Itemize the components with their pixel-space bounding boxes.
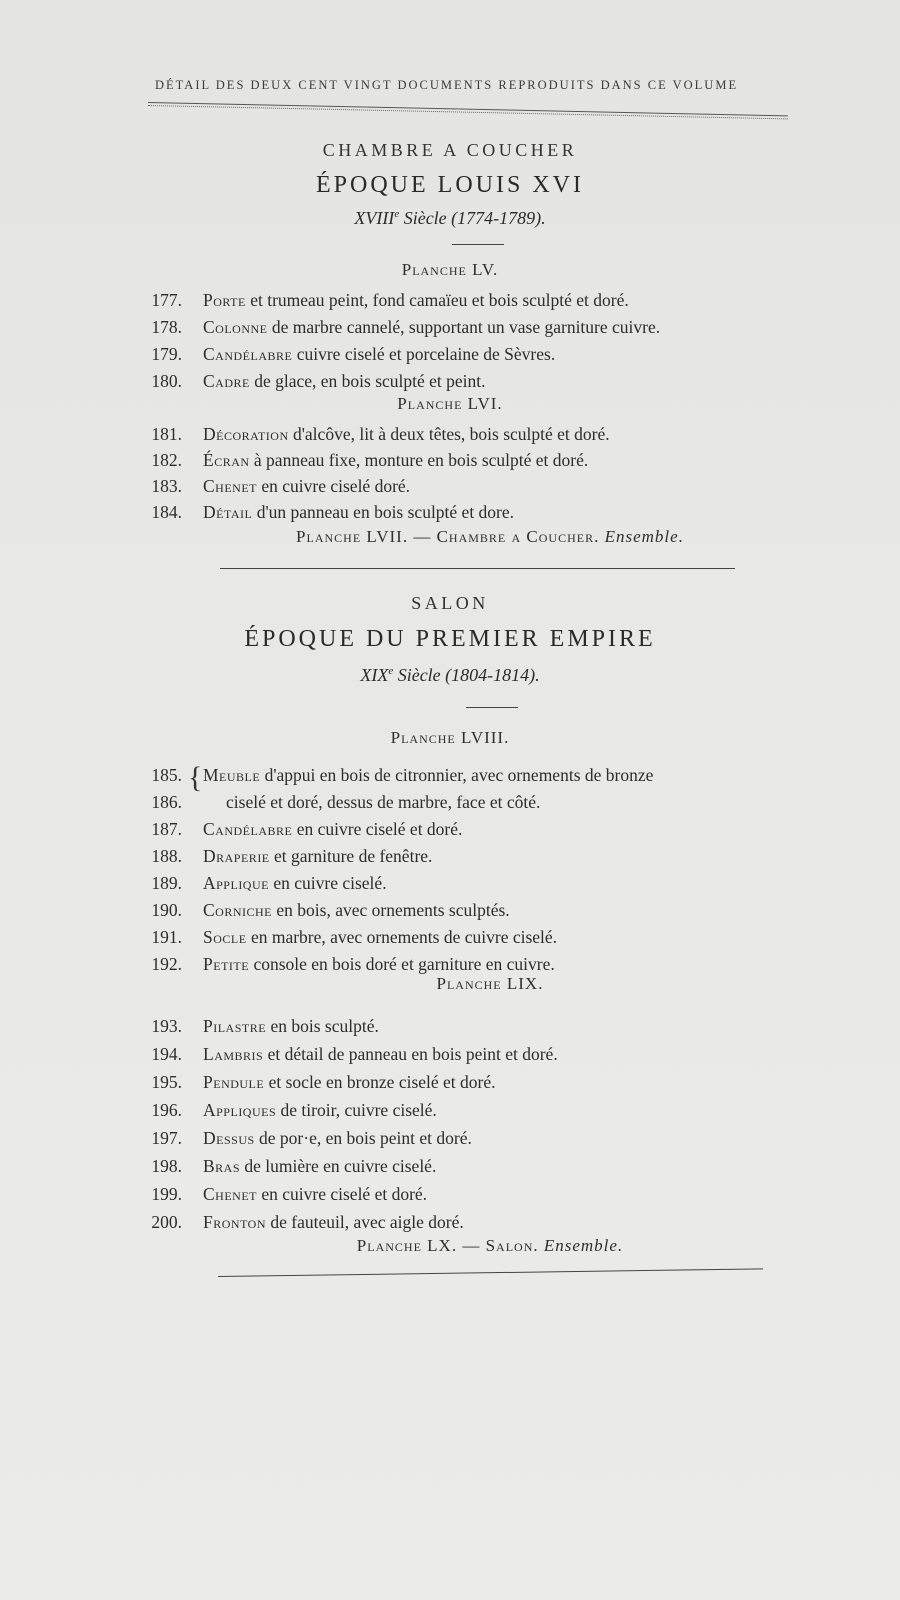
item-number: 194. xyxy=(151,1044,182,1064)
item-description: en cuivre ciselé doré. xyxy=(257,476,411,496)
list-item xyxy=(130,1128,830,1152)
item-description: de tiroir, cuivre ciselé. xyxy=(276,1100,437,1120)
item-text xyxy=(203,290,629,311)
list-item xyxy=(130,819,830,843)
list-item xyxy=(130,1156,830,1180)
item-keyword: Draperie xyxy=(203,846,270,866)
item-number: 193. xyxy=(151,1016,182,1036)
list-item xyxy=(130,424,830,448)
planche-lx-line: Planche LX. — Salon. Ensemble. xyxy=(356,1236,624,1255)
item-description: et garniture de fenêtre. xyxy=(269,846,433,866)
list-item xyxy=(130,1100,830,1124)
item-keyword: Décoration xyxy=(203,424,289,444)
item-number: 199. xyxy=(151,1184,182,1204)
section1-short-rule xyxy=(452,244,504,245)
brace-symbol: { xyxy=(188,761,203,794)
item-keyword: Détail xyxy=(203,502,253,522)
section2-end-rule xyxy=(218,1268,763,1277)
list-item xyxy=(130,846,830,870)
item-keyword: Pilastre xyxy=(203,1016,267,1036)
list-item xyxy=(130,1044,830,1068)
item-number: 191. xyxy=(151,927,182,947)
item-description: en cuivre ciselé et doré. xyxy=(292,819,463,839)
item-text xyxy=(203,371,486,392)
item-keyword: Porte xyxy=(203,290,246,310)
item-text xyxy=(203,927,557,948)
item-keyword: Pendule xyxy=(203,1072,265,1092)
item-keyword: Corniche xyxy=(203,900,273,920)
item-text xyxy=(203,819,462,840)
item-number: 187. xyxy=(151,819,182,839)
item-number: 189. xyxy=(151,873,182,893)
item-description: de marbre cannelé, supportant un vase garniture cuivre. xyxy=(267,317,661,337)
section1-end-rule xyxy=(220,568,735,569)
list-item xyxy=(130,290,830,314)
planche-lviii-heading: Planche LVIII. xyxy=(390,728,510,747)
list-item xyxy=(130,317,830,341)
item-description: et trumeau peint, fond camaïeu et bois sculpté et doré. xyxy=(245,290,629,310)
item-number: 190. xyxy=(151,900,182,920)
planche-lvi-heading: Planche LVI. xyxy=(397,394,503,413)
item-number: 198. xyxy=(151,1156,182,1176)
item-description: d'un panneau en bois sculpté et dore. xyxy=(252,502,515,522)
item-description: en marbre, avec ornements de cuivre ciselé. xyxy=(246,927,558,947)
item-keyword: Appliques xyxy=(203,1100,277,1120)
section1-century: XVIIIe Siècle (1774-1789). xyxy=(354,208,546,228)
section2-room-title: SALON xyxy=(411,593,489,613)
list-item xyxy=(130,1184,830,1208)
item-text xyxy=(203,954,555,975)
item-keyword: Colonne xyxy=(203,317,268,337)
item-description: console en bois doré et garniture en cuivre. xyxy=(249,954,555,974)
item-keyword: Dessus xyxy=(203,1128,255,1148)
item-number: 188. xyxy=(151,846,182,866)
item-keyword: Lambris xyxy=(203,1044,264,1064)
item-keyword: Candélabre xyxy=(203,344,293,364)
item-keyword: Écran xyxy=(203,450,250,470)
item-text xyxy=(203,450,588,471)
list-item-186: 186. ciselé et doré, dessus de marbre, face et côté. xyxy=(151,792,541,812)
planche-lix-heading: Planche LIX. xyxy=(436,974,544,993)
item-text xyxy=(203,1156,436,1177)
item-number: 195. xyxy=(151,1072,182,1092)
item-number: 196. xyxy=(151,1100,182,1120)
list-item xyxy=(130,450,830,474)
item-number: 183. xyxy=(151,476,182,496)
item-description: de glace, en bois sculpté et peint. xyxy=(249,371,486,391)
section2-short-rule xyxy=(466,707,518,708)
list-item-185: 185. Meuble d'appui en bois de citronnier, avec ornements de bronze xyxy=(151,765,654,785)
item-description: à panneau fixe, monture en bois sculpté et doré. xyxy=(249,450,589,470)
item-text xyxy=(203,502,514,523)
item-text xyxy=(203,873,387,894)
item-number: 180. xyxy=(151,371,182,391)
item-description: en cuivre ciselé. xyxy=(268,873,387,893)
list-item xyxy=(130,873,830,897)
list-item xyxy=(130,371,830,395)
list-item xyxy=(130,900,830,924)
item-number: 192. xyxy=(151,954,182,974)
item-description: en cuivre ciselé et doré. xyxy=(257,1184,428,1204)
list-item xyxy=(130,476,830,500)
item-keyword: Fronton xyxy=(203,1212,267,1232)
item-text xyxy=(203,476,410,497)
item-text xyxy=(203,344,555,365)
item-text xyxy=(203,424,610,445)
item-number: 178. xyxy=(151,317,182,337)
list-item xyxy=(130,1072,830,1096)
item-text xyxy=(203,900,510,921)
item-keyword: Cadre xyxy=(203,371,250,391)
item-number: 177. xyxy=(151,290,182,310)
item-description: de fauteuil, avec aigle doré. xyxy=(266,1212,464,1232)
item-description: et socle en bronze ciselé et doré. xyxy=(264,1072,496,1092)
item-text xyxy=(203,846,432,867)
list-item xyxy=(130,1212,830,1236)
item-description: de lumière en cuivre ciselé. xyxy=(240,1156,437,1176)
item-text xyxy=(203,1128,472,1149)
item-description: et détail de panneau en bois peint et doré. xyxy=(263,1044,558,1064)
item-keyword: Petite xyxy=(203,954,250,974)
item-number: 197. xyxy=(151,1128,182,1148)
item-number: 184. xyxy=(151,502,182,522)
list-item xyxy=(130,344,830,368)
item-description: en bois, avec ornements sculptés. xyxy=(272,900,510,920)
list-item xyxy=(130,1016,830,1040)
item-text xyxy=(203,1072,496,1093)
item-keyword: Candélabre xyxy=(203,819,293,839)
item-keyword: Bras xyxy=(203,1156,241,1176)
item-description: de por·e, en bois peint et doré. xyxy=(254,1128,472,1148)
list-item xyxy=(130,502,830,526)
item-number: 182. xyxy=(151,450,182,470)
item-text xyxy=(203,317,660,338)
item-text xyxy=(203,1016,379,1037)
item-keyword: Chenet xyxy=(203,476,257,496)
item-keyword: Applique xyxy=(203,873,269,893)
item-description: en bois sculpté. xyxy=(266,1016,379,1036)
running-head-rule xyxy=(148,102,788,122)
item-keyword: Chenet xyxy=(203,1184,257,1204)
section1-epoch-title: ÉPOQUE LOUIS XVI xyxy=(316,172,584,198)
item-text xyxy=(203,1184,427,1205)
item-text xyxy=(203,1044,558,1065)
item-number: 179. xyxy=(151,344,182,364)
item-description: cuivre ciselé et porcelaine de Sèvres. xyxy=(292,344,556,364)
section2-epoch-title: ÉPOQUE DU PREMIER EMPIRE xyxy=(244,626,656,652)
item-number: 181. xyxy=(151,424,182,444)
item-text xyxy=(203,1212,464,1233)
section1-room-title: CHAMBRE A COUCHER xyxy=(322,140,578,160)
running-head: DÉTAIL DES DEUX CENT VINGT DOCUMENTS REPRODUITS DANS CE VOLUME xyxy=(155,78,739,92)
item-keyword: Socle xyxy=(203,927,247,947)
planche-lv-heading: Planche LV. xyxy=(401,260,499,279)
list-item xyxy=(130,927,830,951)
item-description: d'alcôve, lit à deux têtes, bois sculpté et doré. xyxy=(288,424,610,444)
item-text xyxy=(203,1100,437,1121)
planche-lvii-line: Planche LVII. — Chambre a Coucher. Ensemble. xyxy=(296,527,684,546)
section2-century: XIXe Siècle (1804-1814). xyxy=(360,665,540,685)
item-number: 200. xyxy=(151,1212,182,1232)
